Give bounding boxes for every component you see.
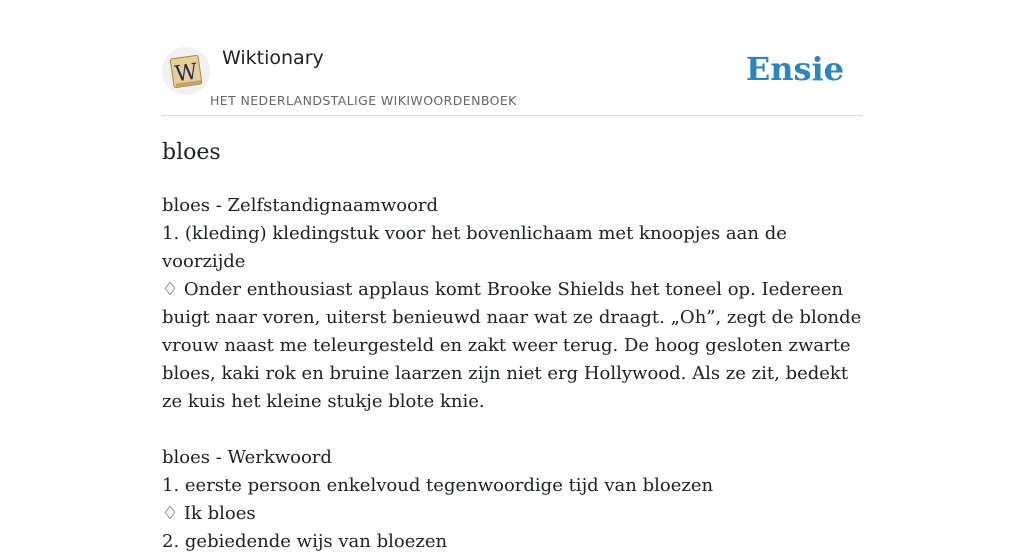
site-name[interactable]: Wiktionary xyxy=(222,47,324,69)
entry-heading: bloes - Zelfstandignaamwoord xyxy=(162,195,439,216)
ensie-brand-link[interactable]: Ensie xyxy=(745,50,844,88)
entry-definition: 1. eerste persoon enkelvoud tegenwoordige tijd van bloezen xyxy=(162,475,714,496)
logo-letter: W xyxy=(173,59,200,88)
entry-content xyxy=(162,192,867,556)
site-tagline: HET NEDERLANDSTALIGE WIKIWOORDENBOEK xyxy=(210,93,517,108)
entry-example: ♢ Ik bloes xyxy=(162,503,256,524)
entry-example: ♢ Onder enthousiast applaus komt Brooke Shields het toneel op. Iedereen buigt naar voren, uiterst benieuwd naar wat ze draagt. „Oh”, zegt de blonde vrouw naast me teleurgesteld en zakt weer terug. De hoog gesloten zwarte bloes, kaki rok en bruine laarzen zijn niet erg Hollywood. Als ze zit, bedekt ze kuis het kleine stukje blote knie. xyxy=(162,279,862,412)
wiktionary-logo-icon[interactable] xyxy=(162,47,210,95)
entry-spacer xyxy=(162,416,867,444)
entry-definition: 2. gebiedende wijs van bloezen xyxy=(162,531,448,552)
entry-heading: bloes - Werkwoord xyxy=(162,447,332,468)
entry-definition: 1. (kleding) kledingstuk voor het bovenlichaam met knoopjes aan de voorzijde xyxy=(162,223,787,272)
page-title: bloes xyxy=(162,140,221,165)
site-header xyxy=(162,40,862,116)
